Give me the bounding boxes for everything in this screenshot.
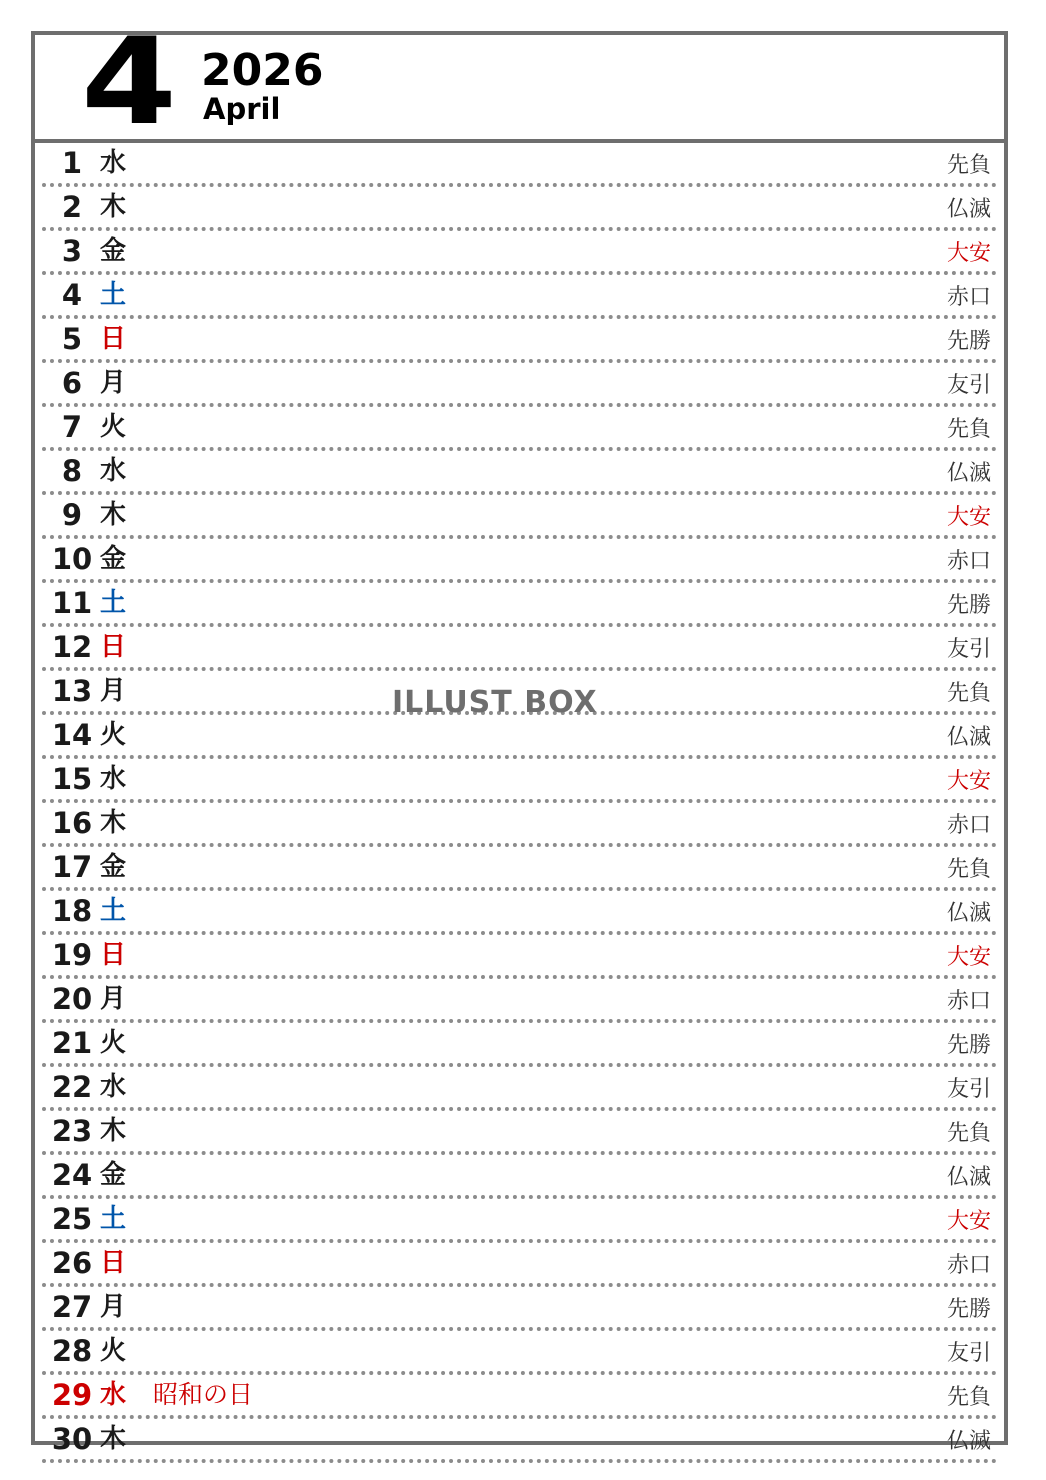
day-row bbox=[42, 363, 997, 407]
weekday-label: 土 bbox=[100, 280, 127, 310]
rokuyo-label: 赤口 bbox=[946, 285, 991, 310]
day-number: 13 bbox=[51, 674, 93, 708]
rokuyo-label: 仏滅 bbox=[946, 901, 991, 926]
rokuyo-label: 仏滅 bbox=[946, 461, 991, 486]
weekday-label: 金 bbox=[100, 852, 127, 882]
rokuyo-label: 友引 bbox=[946, 1077, 991, 1102]
day-number: 20 bbox=[51, 982, 93, 1016]
weekday-label: 月 bbox=[100, 984, 127, 1014]
rokuyo-label: 先負 bbox=[946, 1385, 991, 1410]
year-label: 2026 bbox=[201, 45, 324, 96]
day-number: 19 bbox=[51, 938, 93, 972]
day-row bbox=[42, 1111, 997, 1155]
weekday-label: 月 bbox=[100, 676, 127, 706]
rokuyo-label: 大安 bbox=[946, 241, 991, 266]
calendar-header bbox=[35, 13, 1004, 152]
day-row bbox=[42, 803, 997, 847]
day-number: 25 bbox=[51, 1202, 93, 1236]
watermark: ILLUST BOX bbox=[392, 685, 598, 720]
day-row bbox=[42, 759, 997, 803]
day-row bbox=[42, 935, 997, 979]
day-row bbox=[42, 1199, 997, 1243]
day-row bbox=[42, 1243, 997, 1287]
weekday-label: 木 bbox=[100, 192, 127, 222]
day-row bbox=[42, 715, 997, 759]
day-row bbox=[42, 407, 997, 451]
rokuyo-label: 大安 bbox=[946, 945, 991, 970]
weekday-label: 火 bbox=[100, 412, 127, 442]
weekday-label: 水 bbox=[100, 764, 127, 794]
weekday-label: 日 bbox=[100, 940, 127, 970]
weekday-label: 水 bbox=[100, 1072, 127, 1102]
weekday-label: 金 bbox=[100, 1160, 127, 1190]
holiday-name: 昭和の日 bbox=[153, 1380, 254, 1409]
weekday-label: 日 bbox=[100, 1248, 127, 1278]
day-number: 12 bbox=[51, 630, 93, 664]
day-number: 6 bbox=[61, 366, 83, 400]
day-number: 11 bbox=[51, 586, 93, 620]
day-number: 29 bbox=[51, 1378, 93, 1412]
day-row bbox=[42, 143, 997, 187]
day-row bbox=[42, 627, 997, 671]
day-row bbox=[42, 1155, 997, 1199]
weekday-label: 火 bbox=[100, 1028, 127, 1058]
day-row bbox=[42, 451, 997, 495]
day-number: 2 bbox=[61, 190, 83, 224]
day-number: 8 bbox=[61, 454, 83, 488]
rokuyo-label: 先勝 bbox=[946, 593, 991, 618]
calendar-frame bbox=[31, 13, 1008, 1456]
weekday-label: 土 bbox=[100, 588, 127, 618]
day-row bbox=[42, 231, 997, 275]
day-row bbox=[42, 1375, 997, 1419]
weekday-label: 金 bbox=[100, 544, 127, 574]
day-number: 17 bbox=[51, 850, 93, 884]
rokuyo-label: 先勝 bbox=[946, 329, 991, 354]
weekday-label: 木 bbox=[100, 500, 127, 530]
day-number: 7 bbox=[61, 410, 83, 444]
rokuyo-label: 赤口 bbox=[946, 813, 991, 838]
day-number: 26 bbox=[51, 1246, 93, 1280]
day-row bbox=[42, 319, 997, 363]
day-row bbox=[42, 539, 997, 583]
day-row bbox=[42, 275, 997, 319]
day-number: 18 bbox=[51, 894, 93, 928]
day-number: 24 bbox=[51, 1158, 93, 1192]
day-row bbox=[42, 583, 997, 627]
day-row bbox=[42, 1067, 997, 1111]
day-number: 5 bbox=[61, 322, 83, 356]
rokuyo-label: 友引 bbox=[946, 1341, 991, 1366]
day-number: 15 bbox=[51, 762, 93, 796]
rokuyo-label: 先負 bbox=[946, 1121, 991, 1146]
day-row bbox=[42, 1287, 997, 1331]
weekday-label: 水 bbox=[100, 148, 127, 178]
day-number: 30 bbox=[51, 1422, 93, 1456]
rokuyo-label: 大安 bbox=[946, 1209, 991, 1234]
day-number: 3 bbox=[61, 234, 83, 268]
rokuyo-label: 友引 bbox=[946, 373, 991, 398]
day-row bbox=[42, 891, 997, 935]
day-number: 9 bbox=[61, 498, 83, 532]
rokuyo-label: 先負 bbox=[946, 681, 991, 706]
day-number: 21 bbox=[51, 1026, 93, 1060]
rokuyo-label: 友引 bbox=[946, 637, 991, 662]
day-row bbox=[42, 979, 997, 1023]
day-number: 4 bbox=[61, 278, 83, 312]
weekday-label: 月 bbox=[100, 368, 127, 398]
weekday-label: 金 bbox=[100, 236, 127, 266]
day-row bbox=[42, 495, 997, 539]
day-list bbox=[35, 143, 1004, 1463]
day-number: 22 bbox=[51, 1070, 93, 1104]
month-name: April bbox=[203, 92, 281, 126]
rokuyo-label: 赤口 bbox=[946, 1253, 991, 1278]
rokuyo-label: 先勝 bbox=[946, 1033, 991, 1058]
rokuyo-label: 先負 bbox=[946, 417, 991, 442]
day-number: 27 bbox=[51, 1290, 93, 1324]
weekday-label: 木 bbox=[100, 1424, 127, 1454]
weekday-label: 水 bbox=[100, 1380, 127, 1410]
day-number: 16 bbox=[51, 806, 93, 840]
day-row bbox=[42, 847, 997, 891]
rokuyo-label: 大安 bbox=[946, 505, 991, 530]
weekday-label: 土 bbox=[100, 896, 127, 926]
day-number: 10 bbox=[51, 542, 93, 576]
weekday-label: 土 bbox=[100, 1204, 127, 1234]
day-row bbox=[42, 1023, 997, 1067]
weekday-label: 月 bbox=[100, 1292, 127, 1322]
weekday-label: 日 bbox=[100, 324, 127, 354]
weekday-label: 水 bbox=[100, 456, 127, 486]
rokuyo-label: 先勝 bbox=[946, 1297, 991, 1322]
weekday-label: 日 bbox=[100, 632, 127, 662]
rokuyo-label: 仏滅 bbox=[946, 1165, 991, 1190]
weekday-label: 火 bbox=[100, 720, 127, 750]
day-number: 23 bbox=[51, 1114, 93, 1148]
rokuyo-label: 仏滅 bbox=[946, 197, 991, 222]
day-number: 1 bbox=[61, 146, 83, 180]
rokuyo-label: 大安 bbox=[946, 769, 991, 794]
weekday-label: 木 bbox=[100, 808, 127, 838]
day-row bbox=[42, 1419, 997, 1463]
day-number: 14 bbox=[51, 718, 93, 752]
weekday-label: 火 bbox=[100, 1336, 127, 1366]
day-row bbox=[42, 1331, 997, 1375]
month-number: 4 bbox=[81, 13, 178, 152]
day-row bbox=[42, 187, 997, 231]
rokuyo-label: 仏滅 bbox=[946, 1429, 991, 1454]
day-number: 28 bbox=[51, 1334, 93, 1368]
weekday-label: 木 bbox=[100, 1116, 127, 1146]
rokuyo-label: 赤口 bbox=[946, 989, 991, 1014]
rokuyo-label: 先負 bbox=[946, 153, 991, 178]
rokuyo-label: 先負 bbox=[946, 857, 991, 882]
rokuyo-label: 赤口 bbox=[946, 549, 991, 574]
rokuyo-label: 仏滅 bbox=[946, 725, 991, 750]
